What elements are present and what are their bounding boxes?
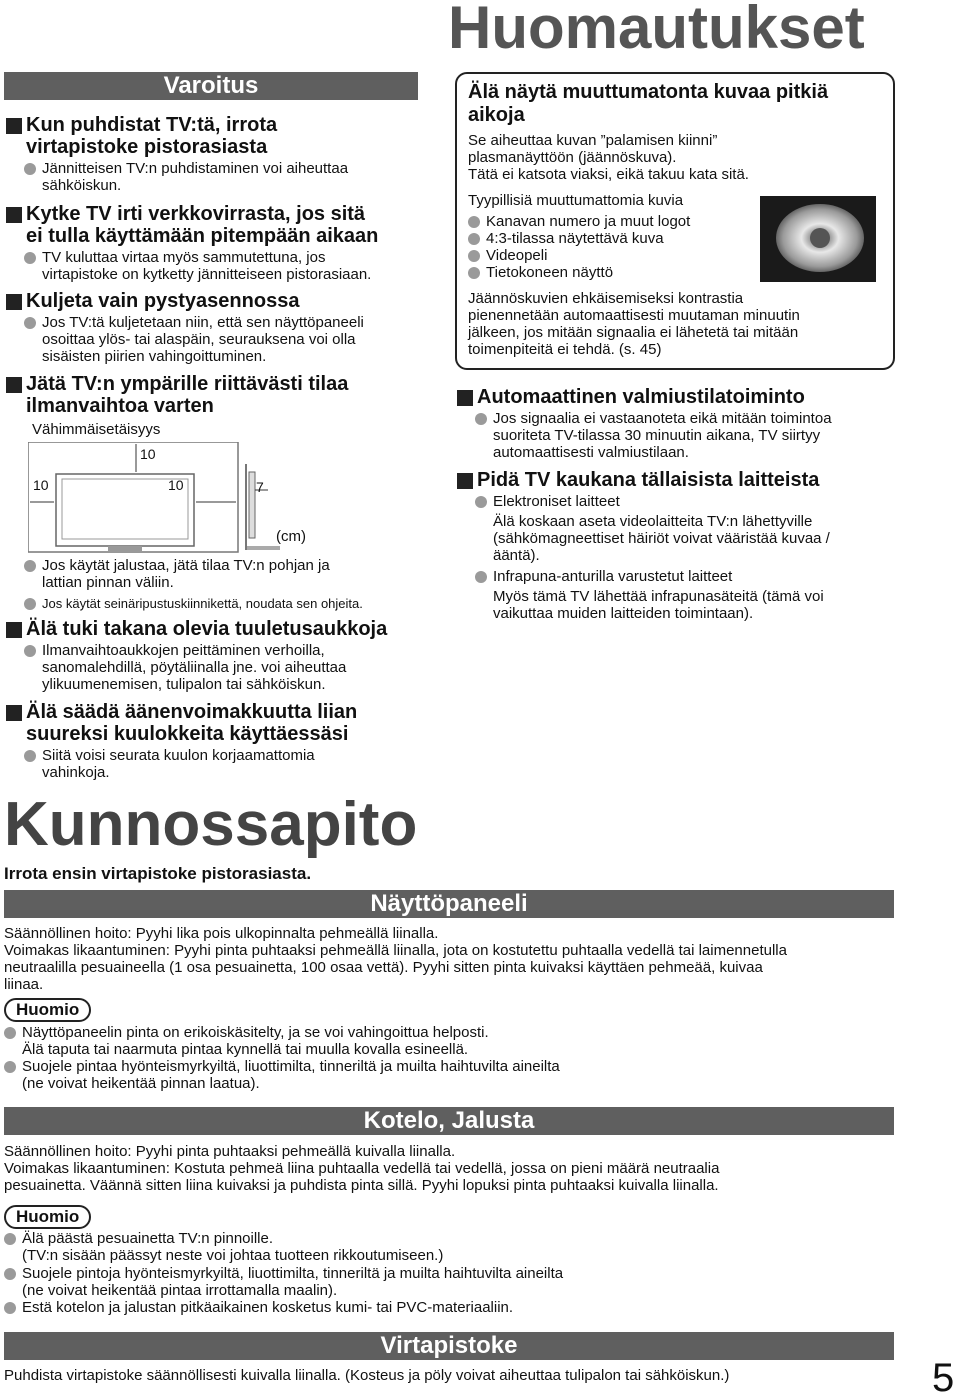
infrared-devices-bullet — [475, 568, 732, 585]
bullet-icon — [24, 598, 36, 610]
heading-line: Automaattinen valmiustilatoiminto — [477, 386, 805, 408]
warning-text-vents — [24, 642, 346, 693]
bullet-icon — [468, 233, 480, 245]
page-number: 5 — [932, 1356, 955, 1400]
bullet-icon — [4, 1268, 16, 1280]
text-line: Estä kotelon ja jalustan pitkäaikainen kosketus kumi- tai PVC-materiaaliin. — [22, 1299, 514, 1316]
heading-line: suureksi kuulokkeita käyttäessäsi — [26, 723, 349, 745]
warning-text-disconnect — [24, 249, 371, 283]
typical-item — [468, 247, 547, 264]
panel-caution-surface — [4, 1024, 489, 1058]
text-line: 4:3-tilassa näytettävä kuva — [486, 230, 664, 247]
warning-text-unplug — [24, 160, 348, 194]
text-line: sisäisten piirien vahingoittuminen. — [42, 348, 267, 365]
text-line: jälkeen, jos mitään signaalia ei lähetetä tai mitään — [468, 324, 799, 341]
bullet-icon — [24, 560, 36, 572]
electronic-devices-bullet — [475, 493, 620, 510]
cabinet-caution-label: Huomio — [4, 1205, 91, 1229]
page-title: Huomautukset — [448, 0, 865, 61]
text-line: Älä koskaan aseta videolaitteita TV:n lähettyville — [493, 513, 813, 530]
dim-right: 10 — [168, 477, 184, 493]
bullet-icon — [468, 250, 480, 262]
text-line: Älä päästä pesuainetta TV:n pinnoille. — [22, 1230, 274, 1247]
plug-text: Puhdista virtapistoke säännöllisesti kuivalla liinalla. (Kosteus ja pöly voivat aiheuttaa tulipalon tai sähköiskun.) — [4, 1367, 730, 1384]
bullet-icon — [475, 413, 487, 425]
text-line: sanomalehdillä, pöytäliinalla jne. voi aiheuttaa — [42, 659, 347, 676]
min-distance-label: Vähimmäisetäisyys — [32, 421, 161, 438]
heading-line: ei tulla käyttämään pitempään aikaan — [26, 225, 379, 247]
heading-line: Pidä TV kaukana tällaisista laitteista — [477, 469, 820, 491]
heading-line: Älä tuki takana olevia tuuletusaukkoja — [26, 618, 388, 640]
clearance-diagram — [28, 442, 318, 554]
heading-line: Älä näytä muuttumatonta kuvaa pitkiä — [468, 81, 829, 103]
text-line: plasmanäyttöön (jäännöskuva). — [468, 149, 677, 166]
bullet-icon — [468, 267, 480, 279]
text-line: TV kuluttaa virtaa myös sammutettuna, jos — [42, 249, 326, 266]
panel-caution-chemicals — [4, 1058, 560, 1092]
heading-line: Jätä TV:n ympärille riittävästi tilaa — [26, 373, 349, 395]
text-line: pienennetään automaattisesti muutaman minuutin — [468, 307, 800, 324]
heading-line: Kytke TV irti verkkovirrasta, jos sitä — [26, 203, 366, 225]
text-line: Älä taputa tai naarmuta pintaa kynnellä tai muulla kovalla esineellä. — [22, 1041, 469, 1058]
typical-item — [468, 230, 664, 247]
maintenance-intro: Irrota ensin virtapistoke pistorasiasta. — [4, 864, 312, 883]
text-line: Voimakas likaantuminen: Kostuta pehmeä liina puhtaalla vedellä tai vedellä, jossa on pieni määrä neutraalia — [4, 1160, 720, 1177]
text-line: osoittaa ylös- tai alaspäin, seurauksena voi olla — [42, 331, 356, 348]
text-line: Jos signaalia ei vastaanoteta eikä mitään toimintoa — [493, 410, 832, 427]
heading-line: Kun puhdistat TV:tä, irrota — [26, 114, 278, 136]
warning-text-stand — [24, 557, 330, 591]
tv-stand — [108, 546, 142, 551]
heading-line: virtapistoke pistorasiasta — [26, 136, 268, 158]
cabinet-banner: Kotelo, Jalusta — [4, 1107, 894, 1135]
warning-text-volume — [24, 747, 315, 781]
text-line: sähköiskun. — [42, 177, 122, 194]
panel-caution-label: Huomio — [4, 998, 91, 1022]
text-line: Tietokoneen näyttö — [486, 264, 614, 281]
text-line: Tätä ei katsota viaksi, eikä takuu kata sitä. — [468, 166, 749, 183]
cabinet-care-text — [4, 1143, 719, 1194]
text-line: Säännöllinen hoito: Pyyhi pinta puhtaaksi pehmeällä kuivalla liinalla. — [4, 1143, 456, 1160]
maintenance-title: Kunnossapito — [4, 790, 418, 859]
plug-banner: Virtapistoke — [4, 1332, 894, 1360]
text-line: (ne voivat heikentää pintaa irrottamalla maalin). — [22, 1282, 338, 1299]
dim-top: 10 — [140, 446, 156, 462]
still-image-text — [468, 132, 749, 183]
flower-center — [810, 228, 830, 248]
heading-line: aikoja — [468, 104, 525, 126]
text-line: (sähkömagneettiset häiriöt voivat vääristää kuvaa / — [493, 530, 830, 547]
text-line: Säännöllinen hoito: Pyyhi lika pois ulkopinnalta pehmeällä liinalla. — [4, 925, 439, 942]
text-line: Jos käytät seinäripustuskiinnikettä, noudata sen ohjeita. — [42, 596, 363, 611]
bullet-icon — [24, 750, 36, 762]
bullet-icon — [24, 317, 36, 329]
panel-care-text — [4, 925, 787, 993]
tv-side-stand — [247, 546, 280, 550]
cabinet-caution-detergent — [4, 1230, 443, 1264]
heading-line: Älä säädä äänenvoimakkuutta liian — [26, 701, 358, 723]
text-line: Jos käytät jalustaa, jätä tilaa TV:n pohjan ja — [42, 557, 330, 574]
warning-heading-disconnect — [4, 203, 378, 247]
text-line: (ne voivat heikentää pinnan laatua). — [22, 1075, 260, 1092]
text-line: suoriteta TV-tilassa 30 minuutin aikana, TV siirtyy — [493, 427, 821, 444]
text-line: Ilmanvaihtoaukkojen peittäminen verhoilla, — [42, 642, 325, 659]
bullet-icon — [4, 1061, 16, 1073]
text-line: Näyttöpaneelin pinta on erikoiskäsitelty, ja se voi vahingoittua helposti. — [22, 1024, 489, 1041]
warning-heading-vents — [4, 618, 387, 640]
text-line: Jos TV:tä kuljetetaan niin, että sen näyttöpaneeli — [42, 314, 364, 331]
text-line: Se aiheuttaa kuvan ”palamisen kiinni” — [468, 132, 718, 149]
warning-text-wall-mount — [24, 595, 363, 612]
panel-banner: Näyttöpaneeli — [4, 890, 894, 918]
text-line: toimenpiteitä ei tehdä. (s. 45) — [468, 341, 662, 358]
contrast-text — [468, 290, 800, 358]
bullet-icon — [4, 1233, 16, 1245]
bullet-icon — [24, 252, 36, 264]
text-line: ylikuumenemisen, tulipalon tai sähköiskun. — [42, 676, 326, 693]
warning-heading-volume — [4, 701, 357, 745]
auto-standby-text — [475, 410, 832, 461]
text-line: Videopeli — [486, 247, 548, 264]
text-line: liinaa. — [4, 976, 44, 993]
auto-standby-heading — [455, 386, 805, 408]
text-line: Myös tämä TV lähettää infrapunasäteitä (tämä voi — [493, 588, 824, 605]
heading-line: Kuljeta vain pystyasennossa — [26, 290, 300, 312]
keep-away-heading — [455, 469, 819, 491]
text-line: Jäännöskuvien ehkäisemiseksi kontrastia — [468, 290, 744, 307]
text-line: automaattisesti valmiustilaan. — [493, 444, 689, 461]
dim-left: 10 — [33, 477, 49, 493]
typical-item — [468, 264, 613, 281]
text-line: lattian pinnan väliin. — [42, 574, 174, 591]
typical-label: Tyypillisiä muuttumattomia kuvia — [468, 192, 684, 209]
bullet-icon — [4, 1027, 16, 1039]
text-line: vaikuttaa muiden laitteiden toimintaan). — [493, 605, 754, 622]
cabinet-caution-rubber — [4, 1299, 513, 1316]
text-line: vahinkoja. — [42, 764, 110, 781]
still-image-heading — [468, 81, 828, 127]
text-line: virtapistoke on kytketty jännitteiseen pistorasiaan. — [42, 266, 372, 283]
warning-heading-ventilation — [4, 373, 348, 417]
text-line: Voimakas likaantuminen: Pyyhi pinta puhtaaksi pehmeällä liinalla, jota on kostutettu puhtaalla vedellä tai laimennetulla — [4, 942, 787, 959]
text-line: Siitä voisi seurata kuulon korjaamattomia — [42, 747, 315, 764]
bullet-icon — [24, 163, 36, 175]
bullet-icon — [24, 645, 36, 657]
warning-heading-unplug — [4, 114, 277, 158]
electronic-devices-text — [493, 513, 830, 564]
warning-banner: Varoitus — [4, 72, 418, 100]
text-line: Infrapuna-anturilla varustetut laitteet — [493, 568, 733, 585]
cabinet-caution-chemicals — [4, 1265, 563, 1299]
text-line: Elektroniset laitteet — [493, 493, 620, 510]
text-line: Jännitteisen TV:n puhdistaminen voi aiheuttaa — [42, 160, 349, 177]
warning-heading-transport — [4, 290, 299, 312]
dim-side: 7 — [256, 479, 264, 495]
bullet-icon — [475, 496, 487, 508]
text-line: Kanavan numero ja muut logot — [486, 213, 691, 230]
dim-unit: (cm) — [276, 528, 306, 545]
text-line: ääntä). — [493, 547, 540, 564]
warning-text-transport — [24, 314, 364, 365]
tv-side-outline — [249, 472, 255, 538]
text-line: (TV:n sisään päässyt neste voi johtaa tuotteen rikkoutumiseen.) — [22, 1247, 444, 1264]
infrared-devices-text — [493, 588, 824, 622]
text-line: neutraalilla pesuaineella (1 osa pesuainetta, 100 osaa vettä). Pyyhi sitten pinta kuivaksi käyttäen pehmeää, kuivaa — [4, 959, 763, 976]
bullet-icon — [468, 216, 480, 228]
bullet-icon — [475, 571, 487, 583]
heading-line: ilmanvaihtoa varten — [26, 395, 214, 417]
bullet-icon — [4, 1302, 16, 1314]
text-line: Suojele pintoja hyönteismyrkyiltä, liuottimilta, tinneriltä ja muilta haihtuvilta aineilta — [22, 1265, 564, 1282]
flower-image — [760, 196, 876, 282]
typical-item — [468, 213, 690, 230]
text-line: pesuainetta. Väännä sitten liina kuivaksi ja puhdista pinta sillä. Pyyhi lopuksi pinta puhtaaksi kuivalla liinalla. — [4, 1177, 719, 1194]
text-line: Suojele pintaa hyönteismyrkyiltä, liuottimilta, tinneriltä ja muilta haihtuvilta aineilta — [22, 1058, 560, 1075]
